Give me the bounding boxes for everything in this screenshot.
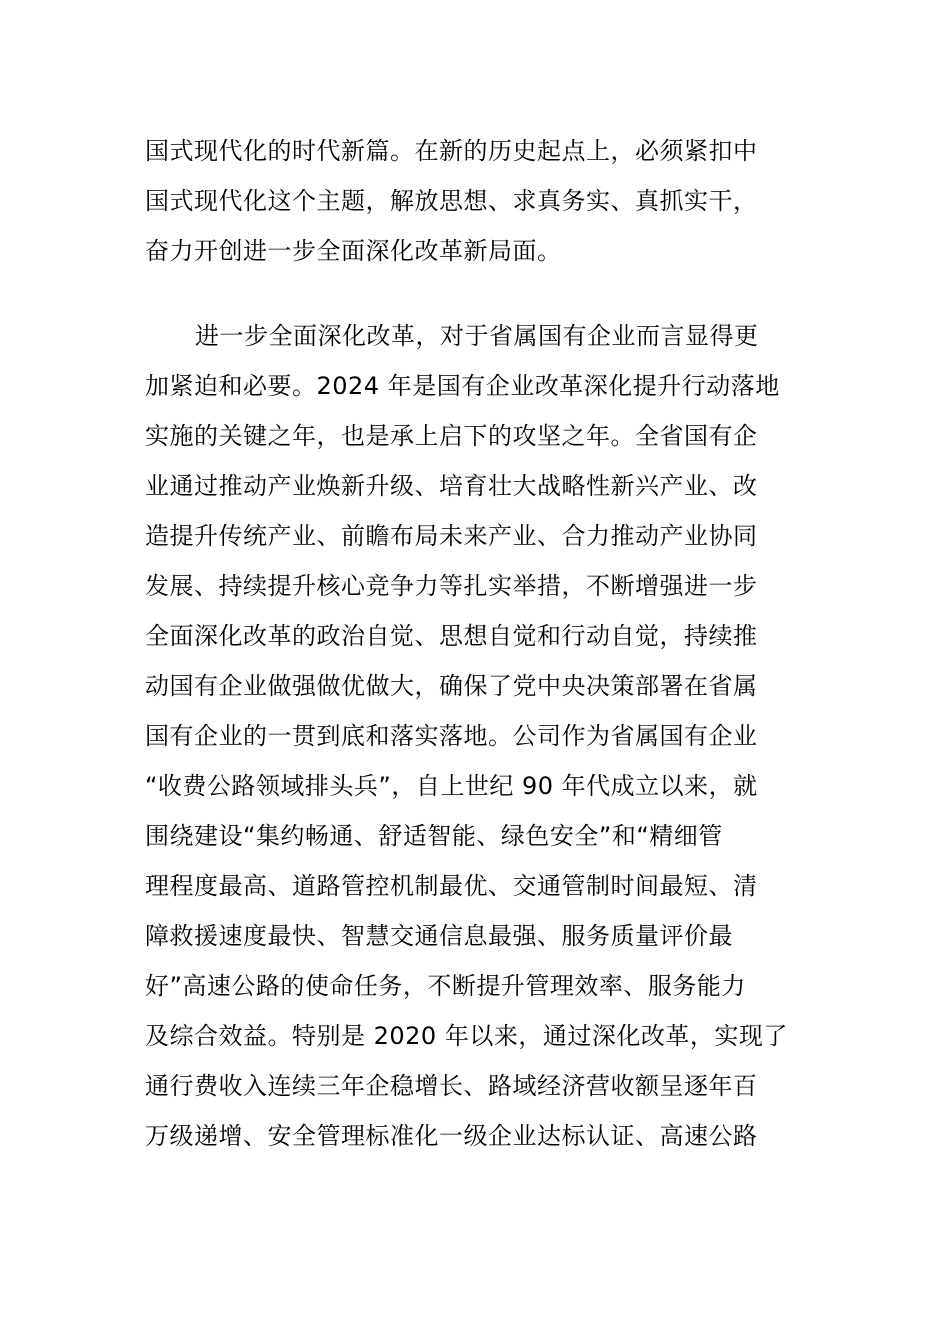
paragraph-line: 实施的关键之年，也是承上启下的攻坚之年。全省国有企: [145, 422, 758, 450]
paragraph-line: 好”高速公路的使命任务，不断提升管理效率、服务能力: [145, 972, 746, 1000]
paragraph-line: 围绕建设“集约畅通、舒适智能、绿色安全”和“精细管: [145, 822, 723, 850]
paragraph-line: 全面深化改革的政治自觉、思想自觉和行动自觉，持续推: [145, 622, 758, 650]
paragraph-line: 万级递增、安全管理标准化一级企业达标认证、高速公路: [145, 1122, 758, 1150]
paragraph-line: 造提升传统产业、前瞻布局未来产业、合力推动产业协同: [145, 522, 758, 550]
paragraph-line: 奋力开创进一步全面深化改革新局面。: [145, 237, 562, 265]
paragraph-line: 障救援速度最快、智慧交通信息最强、服务质量评价最: [145, 922, 733, 950]
paragraph-1: [145, 126, 825, 276]
paragraph-line: 发展、持续提升核心竞争力等扎实举措，不断增强进一步: [145, 572, 758, 600]
paragraph-line: 理程度最高、道路管控机制最优、交通管制时间最短、清: [145, 872, 758, 900]
paragraph-line: 国式现代化这个主题，解放思想、求真务实、真抓实干，: [145, 187, 758, 215]
paragraph-line: 国有企业的一贯到底和落实落地。公司作为省属国有企业: [145, 722, 758, 750]
paragraph-2: [145, 311, 825, 1161]
paragraph-line: 进一步全面深化改革，对于省属国有企业而言显得更: [195, 322, 759, 350]
paragraph-line: 国式现代化的时代新篇。在新的历史起点上，必须紧扣中: [145, 137, 758, 165]
paragraph-line: 及综合效益。特别是 2020 年以来，通过深化改革，实现了: [145, 1022, 788, 1050]
paragraph-line: 业通过推动产业焕新升级、培育壮大战略性新兴产业、改: [145, 472, 758, 500]
paragraph-line: 动国有企业做强做优做大，确保了党中央决策部署在省属: [145, 672, 758, 700]
paragraph-line: “收费公路领域排头兵”，自上世纪 90 年代成立以来，就: [145, 772, 758, 800]
paragraph-line: 加紧迫和必要。2024 年是国有企业改革深化提升行动落地: [145, 372, 780, 400]
paragraph-line: 通行费收入连续三年企稳增长、路域经济营收额呈逐年百: [145, 1072, 758, 1100]
